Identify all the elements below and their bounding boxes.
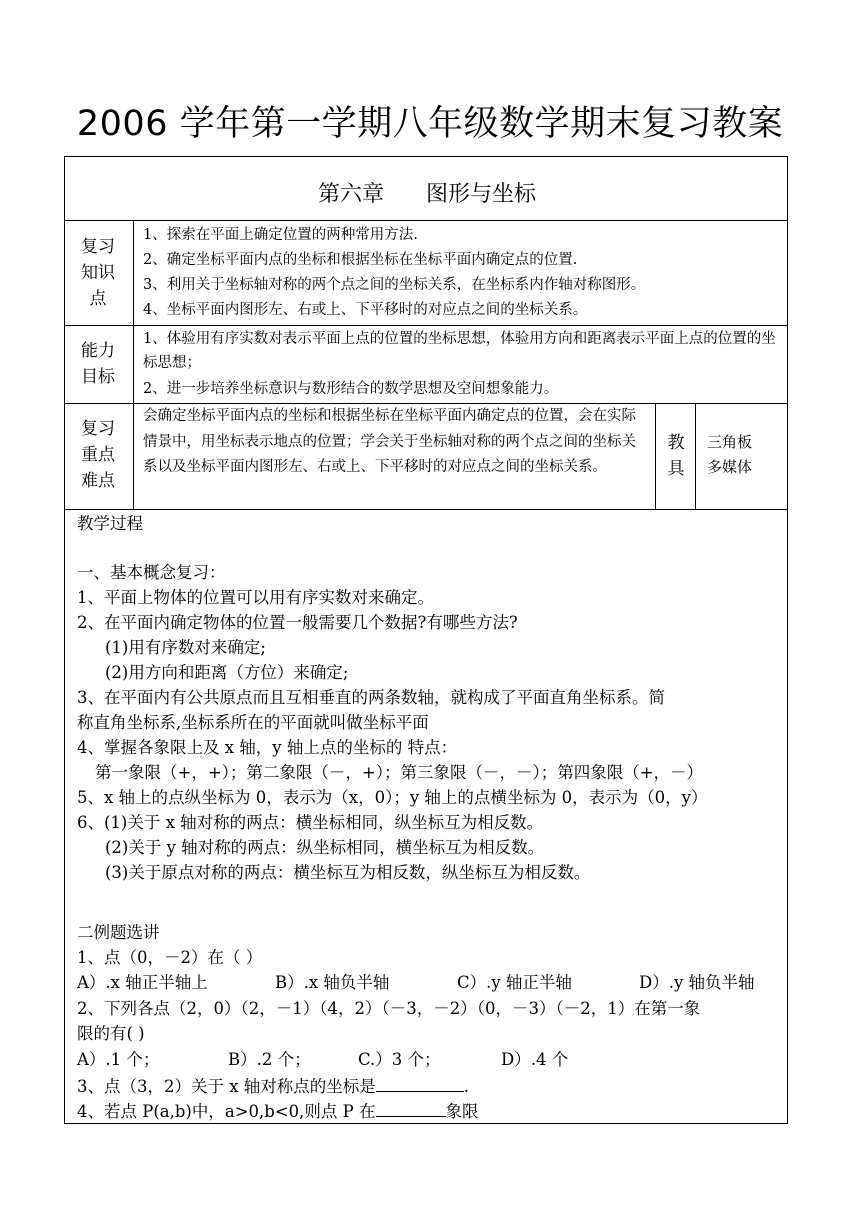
question-1: 1、点（0，－2）在（ ）: [77, 948, 263, 967]
tool-item: 三角板: [707, 433, 753, 451]
column-divider: [695, 403, 696, 509]
knowledge-item: 3、利用关于坐标轴对称的两个点之间的坐标关系，在坐标系内作轴对称图形。: [143, 277, 646, 293]
row-divider: [65, 325, 787, 326]
concept-line: 第一象限（+，+）；第二象限（－，+）；第三象限（－，－）；第四象限（+，－）: [95, 763, 704, 782]
concept-line: 2、在平面内确定物体的位置一般需要几个数据?有哪些方法?: [77, 613, 518, 632]
column-divider: [133, 220, 134, 509]
column-divider: [655, 403, 656, 509]
concept-line: 3、在平面内有公共原点而且互相垂直的两条数轴，就构成了平面直角坐标系。简: [77, 688, 665, 707]
row-divider: [65, 509, 787, 510]
concept-line: (2)用方向和距离（方位）来确定;: [105, 663, 349, 682]
focus-label: 复习重点难点: [81, 419, 115, 491]
concept-line: 称直角坐标系,坐标系所在的平面就叫做坐标平面: [77, 713, 429, 732]
answer-blank: [376, 1073, 464, 1092]
concept-line: (3)关于原点对称的两点：横坐标互为相反数，纵坐标互为相反数。: [105, 863, 591, 882]
option: A）.1 个；: [77, 1050, 160, 1069]
ability-label: 能力目标: [81, 341, 115, 387]
option: A）.x 轴正半轴上: [77, 973, 208, 992]
question-4-text: 4、若点 P(a,b)中，a>0,b<0,则点 P 在: [77, 1102, 376, 1121]
lesson-plan-table: [64, 156, 788, 1124]
concept-line: (2)关于 y 轴对称的两点：纵坐标相同，横坐标互为相反数。: [105, 838, 545, 857]
concept-line: 1、平面上物体的位置可以用有序实数对来确定。: [77, 588, 434, 607]
concept-line: 6、(1)关于 x 轴对称的两点：横坐标相同，纵坐标互为相反数。: [77, 813, 544, 832]
chapter-heading: 第六章 图形与坐标: [318, 182, 536, 207]
ability-item: 1、体验用有序实数对表示平面上点的位置的坐标思想，体验用方向和距离表示平面上点的位置的坐标思想；: [143, 331, 776, 371]
row-divider: [65, 220, 787, 221]
knowledge-item: 1、探索在平面上确定位置的两种常用方法.: [143, 227, 418, 243]
question-2-cont: 限的有( ): [77, 1024, 145, 1043]
concept-line: 5、x 轴上的点纵坐标为 0，表示为（x，0）；y 轴上的点横坐标为 0，表示为（0，y）: [77, 788, 708, 807]
page-title: 2006 学年第一学期八年级数学期末复习教案: [76, 104, 784, 144]
option: D）.4 个: [501, 1050, 569, 1069]
question-4: [77, 1098, 479, 1124]
section-title: 一、基本概念复习：: [77, 563, 226, 582]
process-heading: 教学过程: [77, 514, 143, 533]
concept-line: (1)用有序数对来确定;: [105, 638, 266, 657]
knowledge-item: 4、坐标平面内图形左、右或上、下平移时的对应点之间的坐标关系。: [143, 302, 588, 318]
option: D）.y 轴负半轴: [639, 973, 755, 992]
question-3-end: .: [463, 1077, 470, 1096]
knowledge-item: 2、确定坐标平面内点的坐标和根据坐标在坐标平面内确定点的位置.: [143, 252, 578, 268]
answer-blank: [376, 1098, 446, 1117]
option: C.）3 个；: [358, 1050, 441, 1069]
option: C）.y 轴正半轴: [457, 973, 572, 992]
question-3-text: 3、点（3，2）关于 x 轴对称点的坐标是: [77, 1077, 376, 1096]
question-4-end: 象限: [445, 1102, 479, 1121]
tool-item: 多媒体: [707, 458, 753, 476]
section-title: 二例题选讲: [77, 923, 160, 942]
question-2: 2、下列各点（2，0）（2，－1）（4，2）（－3，－2）（0，－3）（－2，1）在第一象: [77, 999, 701, 1018]
question-3: [77, 1073, 469, 1099]
concept-line: 4、掌握各象限上及 x 轴，y 轴上点的坐标的 特点：: [77, 738, 458, 757]
ability-item: 2、进一步培养坐标意识与数形结合的数学思想及空间想象能力。: [143, 381, 559, 397]
option: B）.2 个；: [228, 1050, 311, 1069]
tools-label: 教具: [667, 433, 685, 479]
focus-text: 会确定坐标平面内点的坐标和根据坐标在坐标平面内确定点的位置，会在实际情景中，用坐标表示地点的位置；学会关于坐标轴对称的两个点之间的坐标关系以及坐标平面内图形左、右或上、下平移时的对应点之间的坐标关系。: [143, 408, 636, 475]
option: B）.x 轴负半轴: [275, 973, 390, 992]
knowledge-label: 复习知识点: [81, 237, 115, 309]
